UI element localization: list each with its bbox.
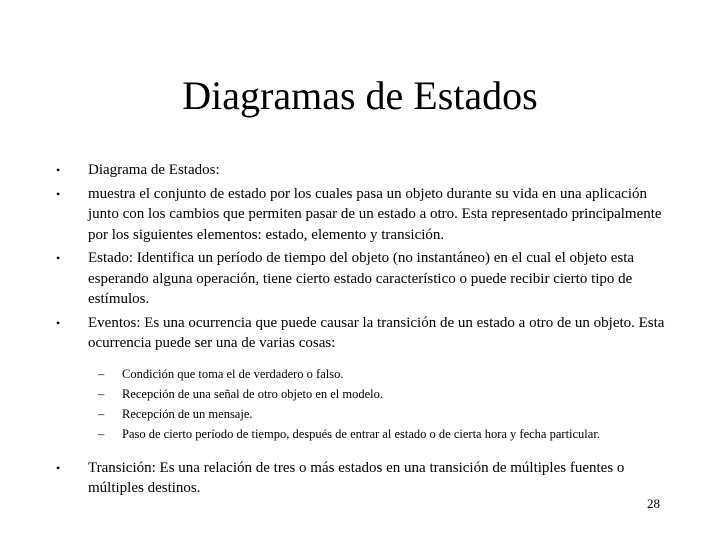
dash-icon: – (98, 366, 105, 381)
bullet-text: Transición: Es una relación de tres o más estados en una transición de múltiples fuentes o múltiples destinos. (88, 459, 625, 496)
bullet-item (56, 160, 668, 181)
slide-title: Diagramas de Estados (182, 73, 538, 118)
dash-icon: – (98, 386, 105, 401)
bullet-text: muestra el conjunto de estado por los cuales pasa un objeto durante su vida en una aplicación junto con los cambios que permiten pasar de un estado a otro. Esta representado principalmente por los siguientes elementos: estado, elemento y transición. (88, 185, 662, 243)
sub-bullet-item (98, 384, 678, 404)
bullet-text: Eventos: Es una ocurrencia que puede causar la transición de un estado a otro de un objeto. Esta ocurrencia puede ser una de varias cosas: (88, 314, 665, 351)
dash-icon: – (98, 406, 105, 421)
bullet-icon: • (56, 163, 61, 177)
bullet-icon: • (56, 251, 61, 265)
sub-bullet-text: Paso de cierto período de tiempo, después de entrar al estado o de cierta hora y fecha particular. (122, 426, 600, 441)
sub-bullet-text: Condición que toma el de verdadero o falso. (122, 366, 344, 381)
bullet-item (56, 248, 668, 310)
bullet-icon: • (56, 315, 61, 330)
page-number: 28 (647, 496, 660, 511)
sub-bullet-item (98, 424, 678, 444)
sub-bullet-list (98, 364, 678, 444)
bullet-icon: • (56, 186, 61, 201)
bullet-item (56, 458, 668, 499)
bullet-list (56, 160, 668, 502)
sub-bullet-item (98, 404, 678, 424)
sub-bullet-text: Recepción de una señal de otro objeto en el modelo. (122, 386, 384, 401)
bullet-item (56, 184, 668, 246)
dash-icon: – (98, 426, 105, 441)
bullet-text: Diagrama de Estados: (88, 162, 220, 178)
sub-bullet-item (98, 364, 678, 384)
bullet-item (56, 313, 668, 444)
sub-bullet-text: Recepción de un mensaje. (122, 406, 253, 421)
bullet-icon: • (56, 460, 61, 475)
bullet-text: Estado: Identifica un período de tiempo del objeto (no instantáneo) en el cual el objeto esta esperando alguna operación, tiene cierto estado característico o puede recibir cierto tipo de estímulos. (88, 250, 635, 307)
